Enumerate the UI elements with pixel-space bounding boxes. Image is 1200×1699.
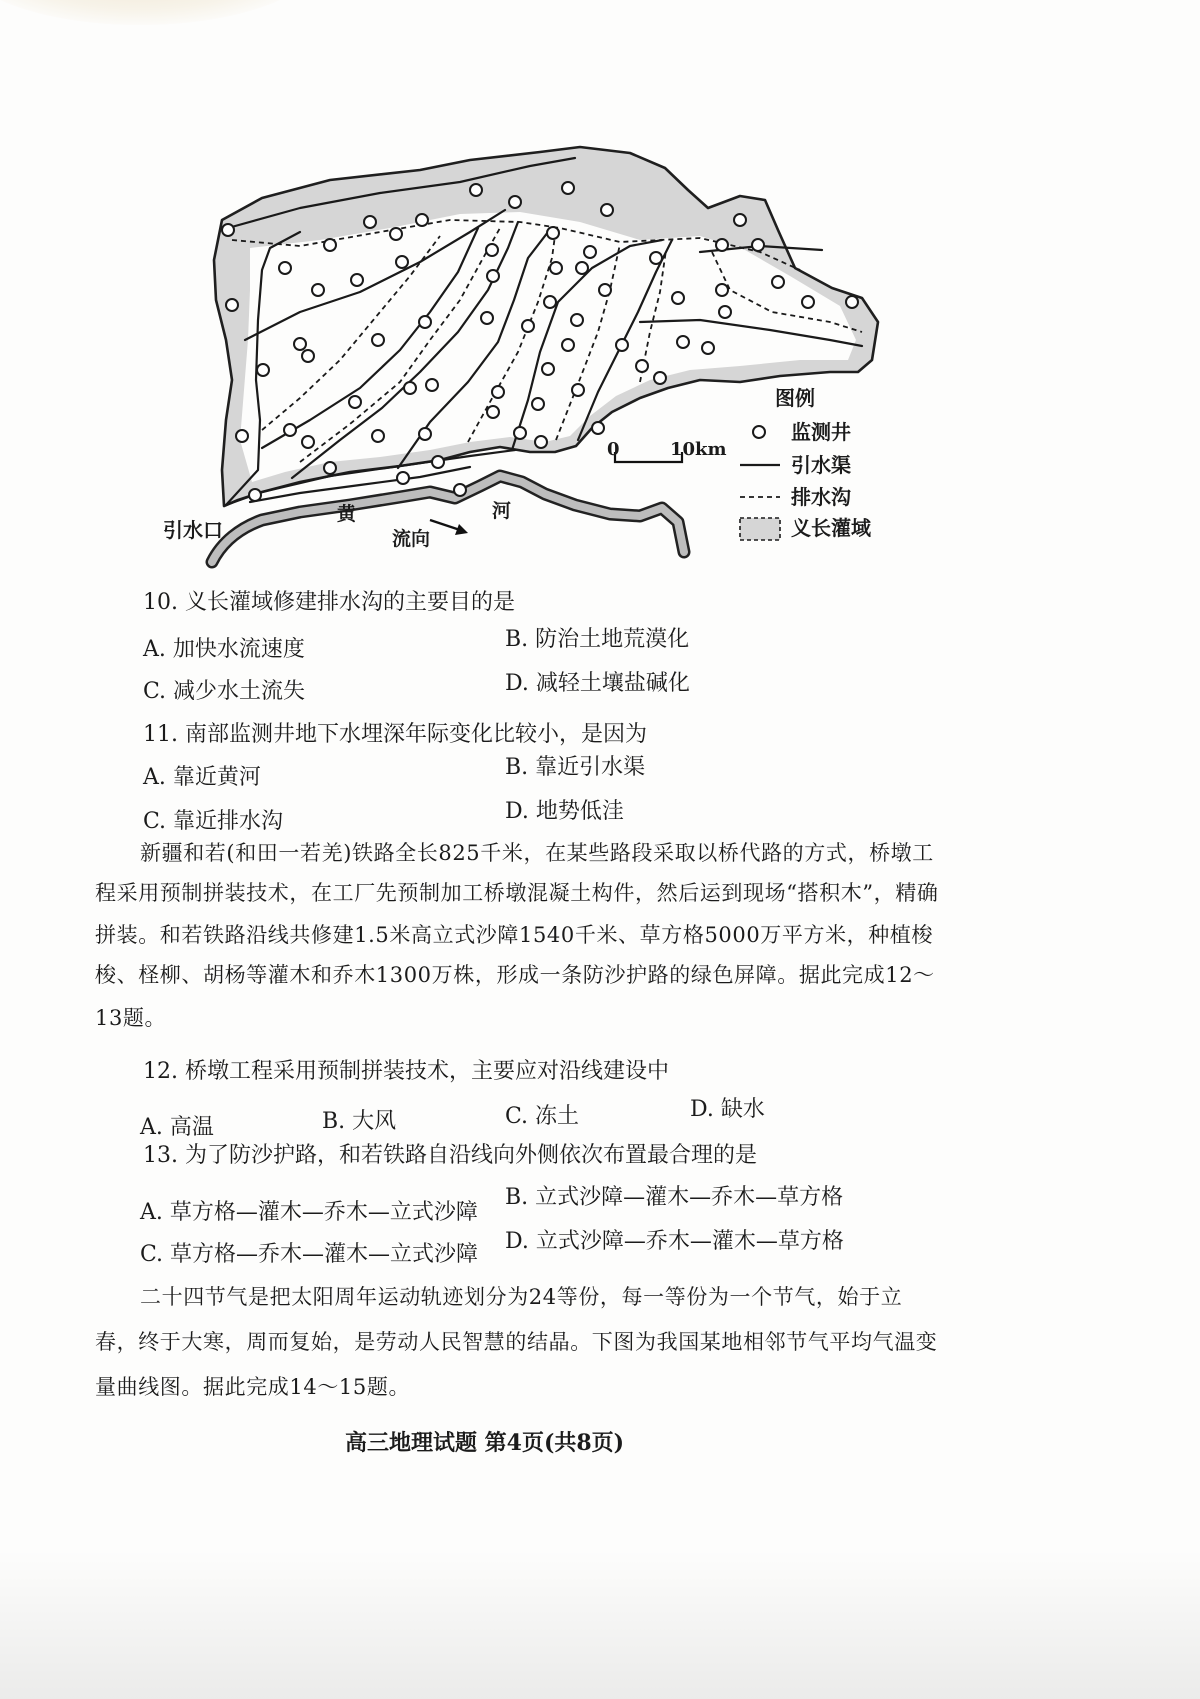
question-10-option-a: A. 加快水流速度 — [143, 637, 305, 662]
monitoring-well-marker — [542, 363, 554, 375]
question-11-option-b: B. 靠近引水渠 — [505, 755, 646, 780]
page-footer: 高三地理试题 第4页(共8页) — [345, 1430, 625, 1456]
legend-area-symbol — [740, 518, 780, 540]
monitoring-well-marker — [522, 320, 534, 332]
flow-direction-label: 流向 — [392, 528, 431, 550]
passage-14-15-line: 量曲线图。据此完成14～15题。 — [95, 1375, 411, 1399]
drain-lines — [232, 220, 862, 462]
passage-14-15-line: 二十四节气是把太阳周年运动轨迹划分为24等份，每一等份为一个节气，始于立 — [140, 1285, 903, 1309]
legend-area-label: 义长灌域 — [791, 516, 871, 540]
monitoring-well-marker — [601, 204, 613, 216]
monitoring-well-marker — [550, 262, 562, 274]
monitoring-well-marker — [672, 292, 684, 304]
monitoring-well-marker — [222, 224, 234, 236]
monitoring-well-marker — [294, 338, 306, 350]
question-12-option-d: D. 缺水 — [690, 1097, 765, 1122]
monitoring-well-marker — [571, 314, 583, 326]
passage-12-13-line: 13题。 — [95, 1006, 167, 1030]
monitoring-well-marker — [372, 430, 384, 442]
monitoring-well-marker — [616, 339, 628, 351]
legend-canal-label: 引水渠 — [791, 453, 851, 477]
question-12-option-a: A. 高温 — [140, 1115, 214, 1140]
monitoring-well-marker — [487, 270, 499, 282]
monitoring-well-marker — [592, 422, 604, 434]
monitoring-well-marker — [535, 436, 547, 448]
river-label-left: 黄 — [337, 503, 357, 525]
monitoring-well-marker — [236, 430, 248, 442]
flow-arrow — [430, 520, 468, 535]
question-11-option-d: D. 地势低洼 — [505, 799, 624, 824]
monitoring-well-marker — [419, 316, 431, 328]
question-11-option-c: C. 靠近排水沟 — [143, 809, 284, 834]
monitoring-well-marker — [432, 456, 444, 468]
question-13-option-b: B. 立式沙障—灌木—乔木—草方格 — [505, 1185, 844, 1210]
monitoring-well-marker — [284, 424, 296, 436]
question-12-option-c: C. 冻土 — [505, 1104, 580, 1129]
monitoring-well-marker — [584, 246, 596, 258]
monitoring-well-marker — [349, 396, 361, 408]
monitoring-well-marker — [404, 382, 416, 394]
question-12-stem: 12. 桥墩工程采用预制拼装技术，主要应对沿线建设中 — [143, 1059, 669, 1084]
monitoring-well-marker — [397, 472, 409, 484]
monitoring-well-marker — [324, 239, 336, 251]
monitoring-well-marker — [372, 334, 384, 346]
monitoring-well-marker — [481, 312, 493, 324]
monitoring-well-marker — [454, 484, 466, 496]
monitoring-well-marker — [544, 296, 556, 308]
monitoring-well-marker — [547, 227, 559, 239]
monitoring-well-marker — [702, 342, 714, 354]
monitoring-well-marker — [509, 196, 521, 208]
monitoring-well-marker — [576, 262, 588, 274]
legend-drain-label: 排水沟 — [791, 485, 851, 509]
monitoring-well-marker — [492, 386, 504, 398]
monitoring-well-marker — [716, 239, 728, 251]
question-10-option-d: D. 减轻土壤盐碱化 — [505, 671, 690, 696]
scan-bottom-shade — [0, 1549, 1200, 1699]
yellow-river — [212, 476, 684, 562]
legend-well-symbol — [753, 426, 765, 438]
monitoring-well-marker — [419, 428, 431, 440]
question-13-stem: 13. 为了防沙护路，和若铁路自沿线向外侧依次布置最合理的是 — [143, 1143, 757, 1168]
monitoring-well-marker — [752, 239, 764, 251]
monitoring-well-marker — [416, 214, 428, 226]
question-11-option-a: A. 靠近黄河 — [143, 765, 261, 790]
passage-14-15-line: 春，终于大寒，周而复始，是劳动人民智慧的结晶。下图为我国某地相邻节气平均气温变 — [95, 1330, 938, 1354]
monitoring-well-marker — [716, 284, 728, 296]
passage-12-13-line: 梭、柽柳、胡杨等灌木和乔木1300万株，形成一条防沙护路的绿色屏障。据此完成12～ — [95, 963, 935, 987]
monitoring-well-marker — [470, 184, 482, 196]
question-11-stem: 11. 南部监测井地下水埋深年际变化比较小，是因为 — [143, 722, 647, 747]
monitoring-well-marker — [802, 296, 814, 308]
monitoring-well-marker — [677, 336, 689, 348]
monitoring-well-marker — [351, 274, 363, 286]
monitoring-well-marker — [302, 436, 314, 448]
intake-label: 引水口 — [163, 518, 223, 542]
monitoring-well-marker — [572, 384, 584, 396]
question-13-option-d: D. 立式沙障—乔木—灌木—草方格 — [505, 1229, 844, 1254]
monitoring-well-marker — [599, 284, 611, 296]
monitoring-well-marker — [734, 214, 746, 226]
monitoring-well-marker — [562, 182, 574, 194]
question-13-option-c: C. 草方格—乔木—灌木—立式沙障 — [140, 1242, 479, 1267]
legend-title: 图例 — [775, 386, 815, 410]
monitoring-well-marker — [719, 306, 731, 318]
monitoring-well-marker — [257, 364, 269, 376]
scale-distance-label: 10km — [670, 439, 727, 460]
legend-well-label: 监测井 — [791, 420, 851, 444]
question-12-option-b: B. 大风 — [322, 1109, 397, 1134]
question-10-option-c: C. 减少水土流失 — [143, 679, 306, 704]
monitoring-well-marker — [562, 339, 574, 351]
monitoring-well-marker — [312, 284, 324, 296]
monitoring-well-marker — [249, 489, 261, 501]
monitoring-well-marker — [364, 216, 376, 228]
monitoring-well-marker — [426, 379, 438, 391]
monitoring-well-marker — [772, 276, 784, 288]
passage-12-13-line: 拼装。和若铁路沿线共修建1.5米高立式沙障1540千米、草方格5000万平方米，种植梭 — [95, 923, 934, 947]
monitoring-well-marker — [396, 256, 408, 268]
monitoring-well-marker — [279, 262, 291, 274]
question-13-option-a: A. 草方格—灌木—乔木—立式沙障 — [140, 1200, 478, 1225]
monitoring-well-marker — [636, 360, 648, 372]
canal-line — [640, 320, 862, 346]
passage-12-13-line: 程采用预制拼装技术，在工厂先预制加工桥墩混凝土构件，然后运到现场“搭积木”，精确 — [95, 881, 939, 905]
monitoring-well-marker — [654, 372, 666, 384]
flow-arrow-shaft — [430, 520, 460, 530]
question-10-stem: 10. 义长灌域修建排水沟的主要目的是 — [143, 590, 515, 615]
monitoring-well-marker — [846, 296, 858, 308]
question-10-option-b: B. 防治土地荒漠化 — [505, 627, 690, 652]
monitoring-well-marker — [487, 406, 499, 418]
canal-line — [262, 228, 478, 448]
monitoring-well-marker — [486, 244, 498, 256]
monitoring-well-marker — [532, 398, 544, 410]
passage-12-13-line: 新疆和若(和田一若羌)铁路全长825千米，在某些路段采取以桥代路的方式，桥墩工 — [140, 841, 934, 865]
monitoring-well-marker — [226, 299, 238, 311]
monitoring-well-marker — [650, 252, 662, 264]
river-label-right: 河 — [492, 500, 512, 522]
monitoring-well-marker — [302, 350, 314, 362]
monitoring-well-marker — [324, 462, 336, 474]
monitoring-well-marker — [514, 427, 526, 439]
monitoring-well-marker — [390, 228, 402, 240]
scale-zero-label: 0 — [607, 439, 620, 460]
